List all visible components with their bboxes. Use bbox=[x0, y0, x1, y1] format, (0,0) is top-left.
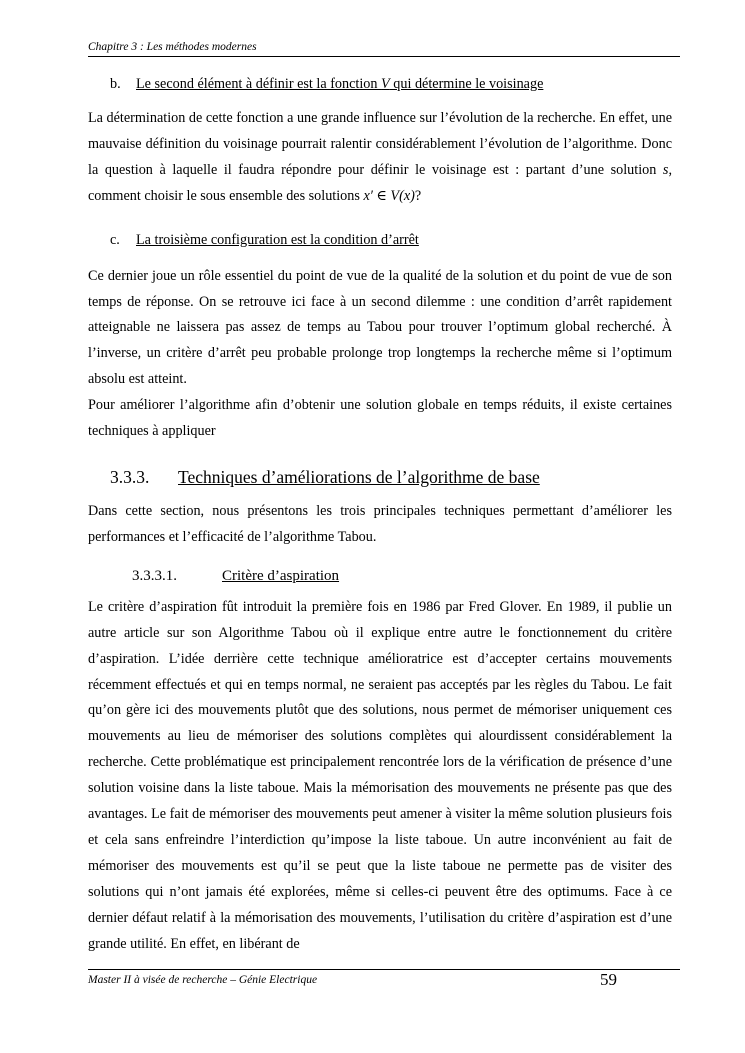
list-item-text: Le second élément à définir est la fonction V qui détermine le voisinage bbox=[136, 76, 544, 92]
subsection-number: 3.3.3.1. bbox=[132, 567, 177, 584]
footer-divider bbox=[88, 969, 680, 970]
paragraph: Ce dernier joue un rôle essentiel du point de vue de la qualité de la solution et du point de vue de son temps de réponse. On se retrouve ici face à un second dilemme : une condition d’arrêt rapidement atteignable ne laissera pas assez de temps au Tabou pour trouver l’optimum global recherché. À l’inverse, un critère d’arrêt peu probable prolonge trop longtemps la recherche même si l’optimum absolu est atteint. bbox=[88, 267, 672, 388]
page-header bbox=[88, 41, 680, 57]
list-item-b bbox=[110, 74, 672, 94]
list-marker: c. bbox=[110, 231, 120, 248]
math-formula: x′ ∈ V(x) bbox=[363, 187, 415, 204]
list-item-text: La troisième configuration est la condition d’arrêt bbox=[136, 231, 419, 248]
chapter-title: Chapitre 3 : Les méthodes modernes bbox=[88, 41, 257, 53]
paragraph: La détermination de cette fonction a une grande influence sur l’évolution de la recherche. En effet, une mauvaise définition du voisinage pourrait ralentir considérablement l’évolution de l’algorithme. Donc la question à laquelle il faudra répondre pour définir le voisinage est : partant d’une solution s, comment choisir le sous ensemble des solutions x′ ∈ V(x)? bbox=[88, 110, 672, 204]
page-number: 59 bbox=[600, 970, 617, 989]
paragraph: Pour améliorer l’algorithme afin d’obtenir une solution globale en temps réduits, il existe certaines techniques à appliquer bbox=[88, 397, 672, 440]
subsection-title: Critère d’aspiration bbox=[222, 567, 340, 584]
page-content bbox=[88, 74, 672, 957]
subsection-heading bbox=[132, 565, 672, 587]
paragraph: Dans cette section, nous présentons les trois principales techniques permettant d’améliorer les performances et l’efficacité de l’algorithme Tabou. bbox=[88, 502, 672, 545]
page-footer: Master II à visée de recherche – Génie Electrique bbox=[88, 974, 318, 986]
section-number: 3.3.3. bbox=[110, 466, 150, 487]
math-symbol-v: V bbox=[381, 76, 390, 92]
section-heading bbox=[110, 465, 672, 489]
paragraph: Le critère d’aspiration fût introduit la première fois en 1986 par Fred Glover. En 1989, il publie un autre article sur son Algorithme Tabou où il explique entre autre le fonctionnement du critère d’aspiration. L’idée derrière cette technique amélioratrice est d’accepter certains mouvements récemment effectués et qui en temps normal, ne seraient pas acceptés par les règles du Tabou. Le fait qu’on gère ici des mouvements plutôt que des solutions, nous permet de mémoriser uniquement ces mouvements au lieu de mémoriser des solutions complètes qui alourdissent considérablement la recherche. Cette problématique est principalement rencontrée lors de la vérification de présence d’une solution voisine dans la liste taboue. Mais la mémorisation des mouvements ne présente pas que des avantages. Le fait de mémoriser des mouvements peut amener à visiter la même solution plusieurs fois et cela sans enfreindre l’interdiction qu’impose la liste taboue. Un autre inconvénient au fait de mémoriser des mouvements est qu’il se peut que la liste taboue ne permette pas de visiter des solutions qui n’ont jamais été explorées, même si celles-ci peuvent être des optimums. Face à ce dernier défaut relatif à la mémorisation des mouvements, l’utilisation du critère d’aspiration est d’une grande utilité. En effet, en libérant de bbox=[88, 598, 672, 952]
math-symbol-s: s bbox=[662, 161, 669, 178]
section-title: Techniques d’améliorations de l’algorithme de base bbox=[178, 466, 540, 487]
list-item-c bbox=[110, 230, 672, 250]
list-marker: b. bbox=[110, 76, 121, 92]
